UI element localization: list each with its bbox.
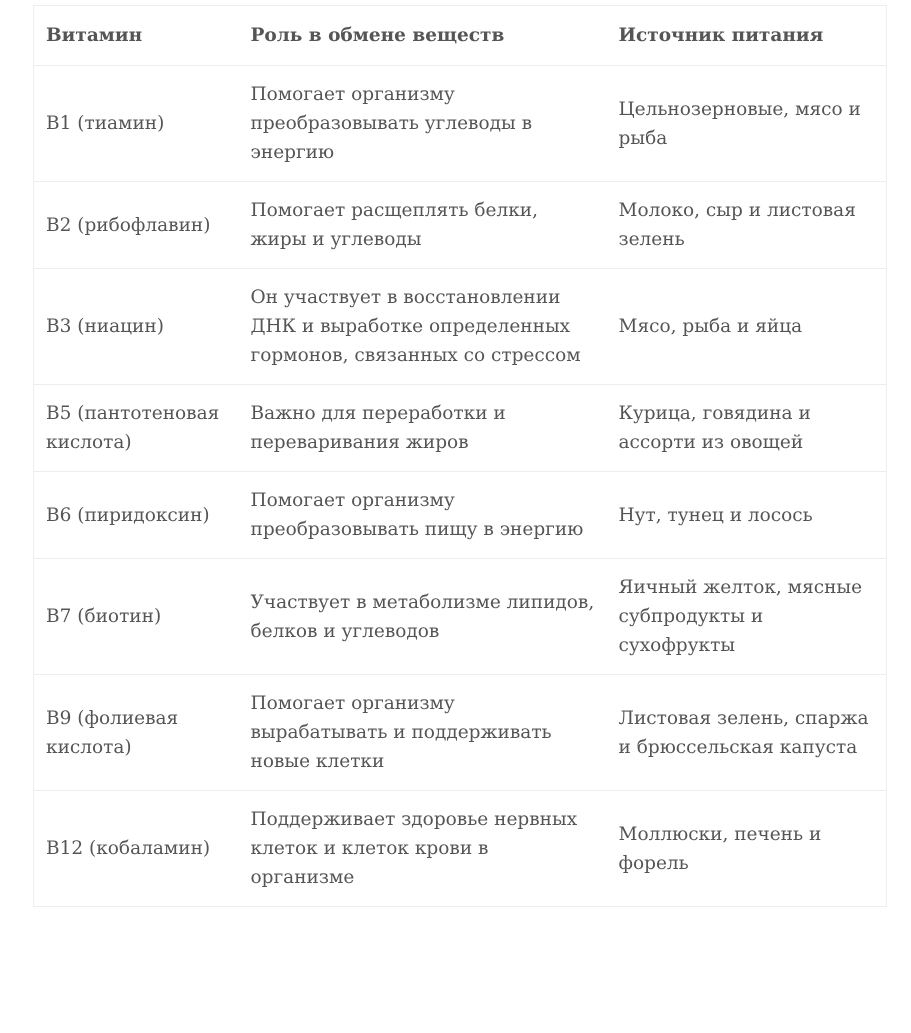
- table-row: [34, 791, 887, 907]
- role-cell: Помогает расщеплять белки, жиры и углеводы: [239, 182, 607, 269]
- role-cell: Участвует в метаболизме липидов, белков и углеводов: [239, 559, 607, 675]
- vitamin-cell: B1 (тиамин): [34, 66, 239, 182]
- source-cell: Яичный желток, мясные субпродукты и сухофрукты: [607, 559, 887, 675]
- table-row: [34, 182, 887, 269]
- header-vitamin: Витамин: [34, 6, 239, 66]
- vitamin-cell: B9 (фолиевая кислота): [34, 675, 239, 791]
- source-cell: Нут, тунец и лосось: [607, 472, 887, 559]
- header-role: Роль в обмене веществ: [239, 6, 607, 66]
- role-cell: Он участвует в восстановлении ДНК и выработке определенных гормонов, связанных со стрессом: [239, 269, 607, 385]
- vitamin-cell: B12 (кобаламин): [34, 791, 239, 907]
- vitamin-table: [33, 5, 887, 907]
- source-cell: Моллюски, печень и форель: [607, 791, 887, 907]
- vitamin-cell: B6 (пиридоксин): [34, 472, 239, 559]
- source-cell: Молоко, сыр и листовая зелень: [607, 182, 887, 269]
- role-cell: Помогает организму вырабатывать и поддерживать новые клетки: [239, 675, 607, 791]
- source-cell: Цельнозерновые, мясо и рыба: [607, 66, 887, 182]
- table-row: [34, 66, 887, 182]
- role-cell: Помогает организму преобразовывать пищу в энергию: [239, 472, 607, 559]
- vitamin-cell: B7 (биотин): [34, 559, 239, 675]
- role-cell: Поддерживает здоровье нервных клеток и клеток крови в организме: [239, 791, 607, 907]
- table-row: [34, 675, 887, 791]
- vitamin-cell: B2 (рибофлавин): [34, 182, 239, 269]
- table-row: [34, 559, 887, 675]
- source-cell: Мясо, рыба и яйца: [607, 269, 887, 385]
- table-row: [34, 385, 887, 472]
- header-source: Источник питания: [607, 6, 887, 66]
- role-cell: Важно для переработки и переваривания жиров: [239, 385, 607, 472]
- table-row: [34, 269, 887, 385]
- vitamin-cell: B5 (пантотеновая кислота): [34, 385, 239, 472]
- source-cell: Курица, говядина и ассорти из овощей: [607, 385, 887, 472]
- source-cell: Листовая зелень, спаржа и брюссельская капуста: [607, 675, 887, 791]
- table-row: [34, 472, 887, 559]
- table-header-row: [34, 6, 887, 66]
- vitamin-cell: B3 (ниацин): [34, 269, 239, 385]
- role-cell: Помогает организму преобразовывать углеводы в энергию: [239, 66, 607, 182]
